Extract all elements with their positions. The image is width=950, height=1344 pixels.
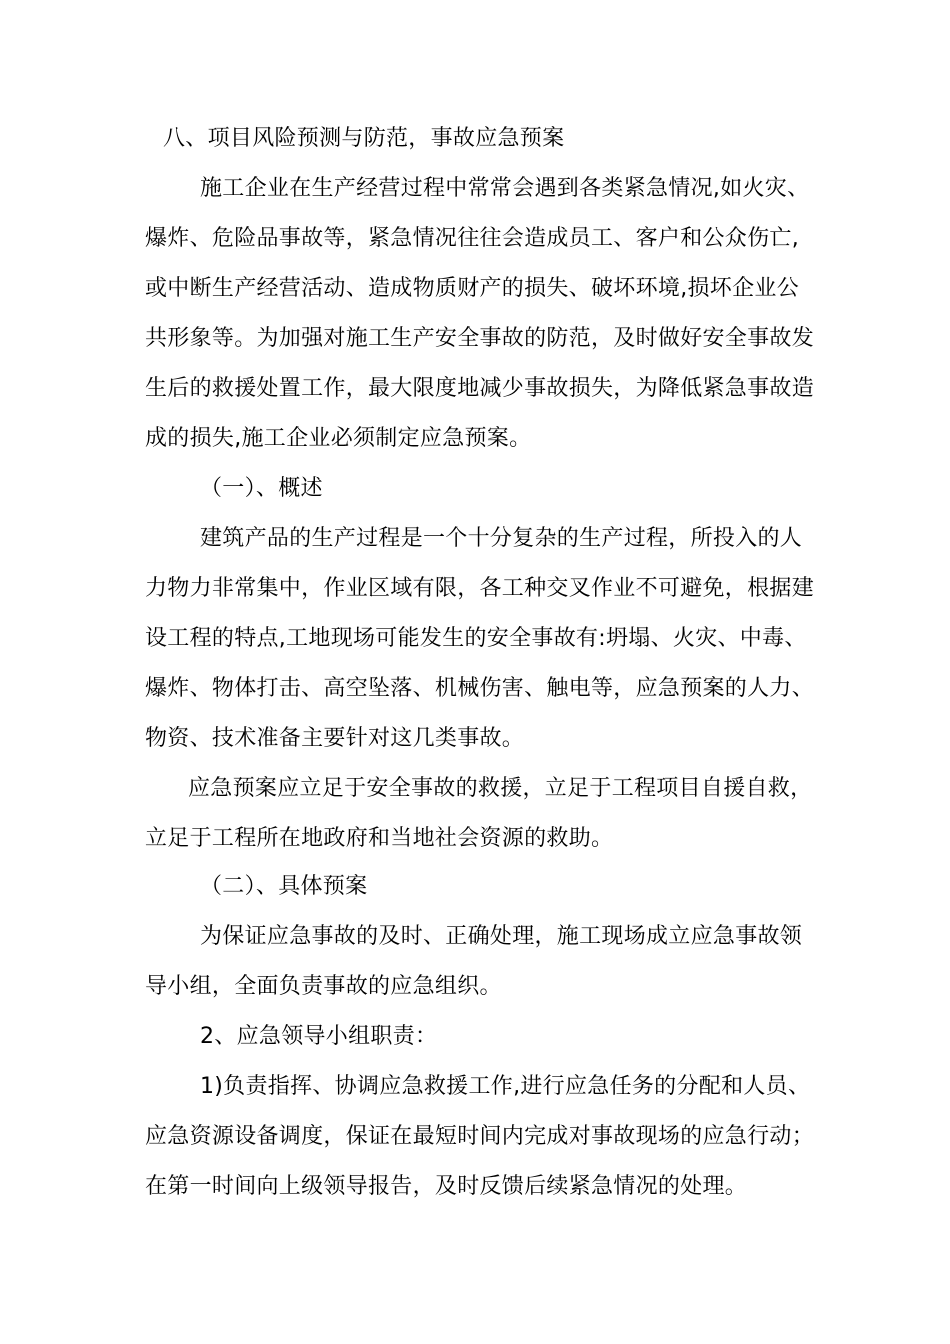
paragraph-line: 立足于工程所在地政府和当地社会资源的救助。 — [145, 826, 614, 851]
paragraph-line: 力物力非常集中，作业区域有限，各工种交叉作业不可避免，根据建 — [145, 576, 815, 601]
paragraph-line: 成的损失,施工企业必须制定应急预案。 — [145, 426, 532, 451]
paragraph-line: 施工企业在生产经营过程中常常会遇到各类紧急情况,如火灾、 — [200, 176, 810, 201]
paragraph-line: 爆炸、物体打击、高空坠落、机械伤害、触电等，应急预案的人力、 — [145, 676, 815, 701]
paragraph-line: 建筑产品的生产过程是一个十分复杂的生产过程，所投入的人 — [200, 526, 803, 551]
paragraph-line: 设工程的特点,工地现场可能发生的安全事故有:坍塌、火灾、中毒、 — [145, 626, 807, 651]
subsection-heading: （一）、概述 — [200, 476, 323, 501]
list-item-line: 应急资源设备调度，保证在最短时间内完成对事故现场的应急行动； — [145, 1124, 815, 1149]
paragraph-line: 为保证应急事故的及时、正确处理，施工现场成立应急事故领 — [200, 924, 803, 949]
paragraph-line: 爆炸、危险品事故等，紧急情况往往会造成员工、客户和公众伤亡, — [145, 226, 799, 251]
paragraph-line: 应急预案应立足于安全事故的救援，立足于工程项目自援自救， — [188, 776, 813, 801]
list-item-line: 在第一时间向上级领导报告，及时反馈后续紧急情况的处理。 — [145, 1174, 748, 1199]
subsection-heading: （二）、具体预案 — [200, 874, 368, 899]
section-heading: 八、项目风险预测与防范，事故应急预案 — [163, 126, 565, 151]
paragraph-line: 物资、技术准备主要针对这几类事故。 — [145, 726, 525, 751]
list-item-line: 1)负责指挥、协调应急救援工作,进行应急任务的分配和人员、 — [200, 1074, 811, 1099]
paragraph-line: 共形象等。为加强对施工生产安全事故的防范，及时做好安全事故发 — [145, 326, 815, 351]
paragraph-line: 导小组，全面负责事故的应急组织。 — [145, 974, 502, 999]
paragraph-line: 或中断生产经营活动、造成物质财产的损失、破坏环境,损坏企业公 — [145, 276, 799, 301]
paragraph-line: 生后的救援处置工作，最大限度地减少事故损失，为降低紧急事故造 — [145, 376, 815, 401]
list-heading: 2、应急领导小组职责： — [200, 1024, 438, 1049]
